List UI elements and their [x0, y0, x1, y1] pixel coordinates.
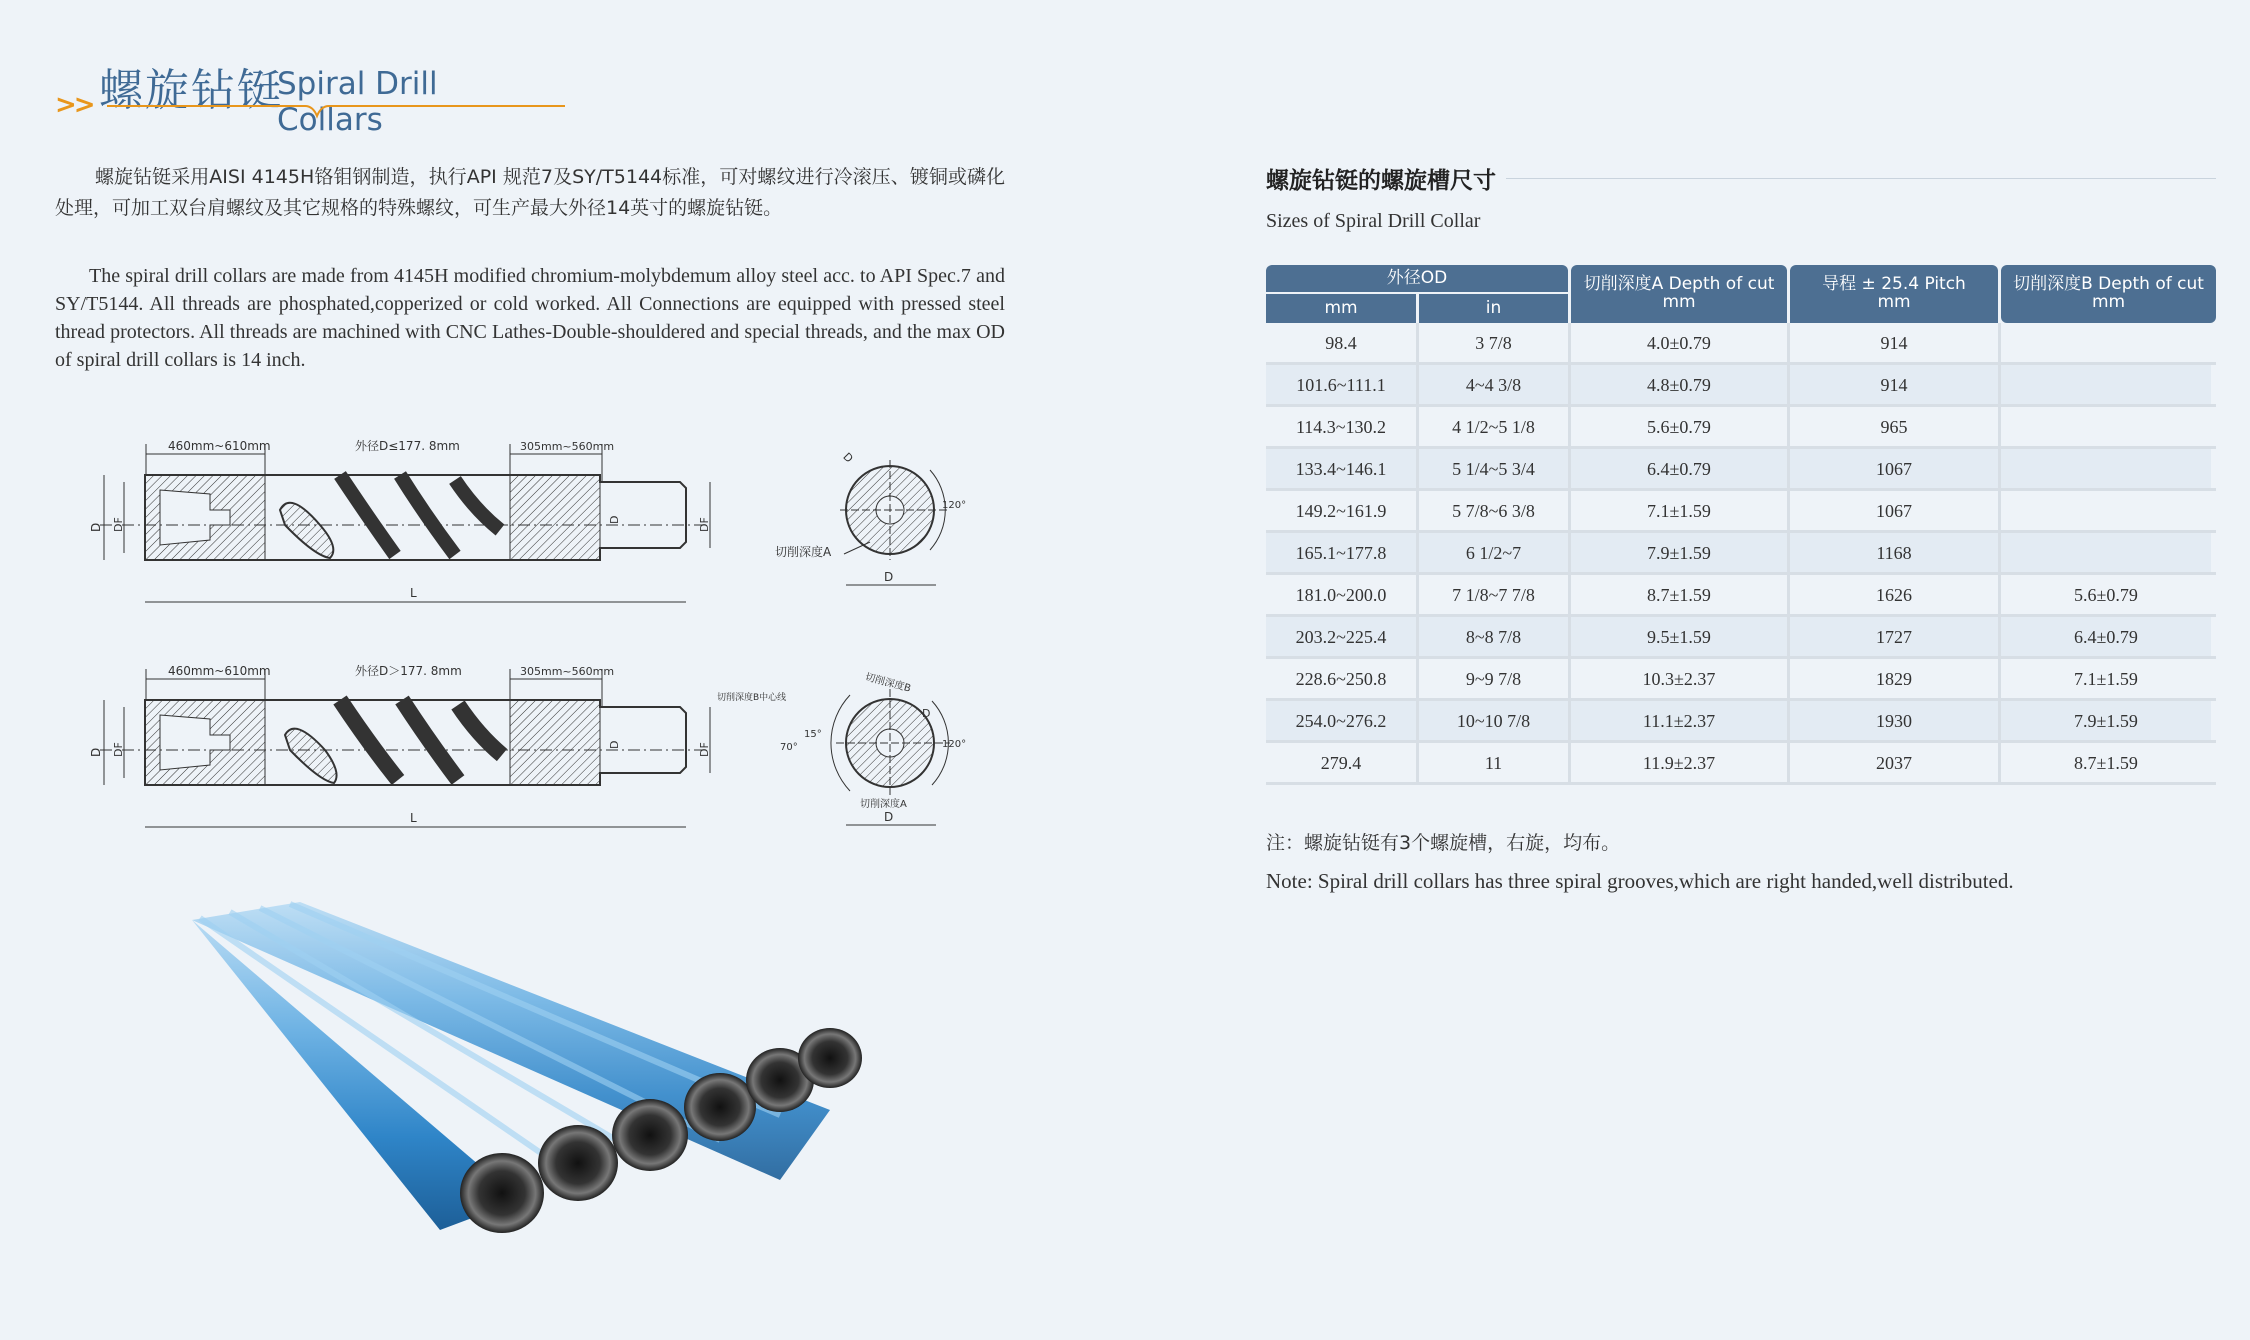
- header-cut-b: [2001, 265, 2216, 323]
- intro-paragraph-cn: 螺旋钻铤采用AISI 4145H铬钼钢制造，执行API 规范7及SY/T5144标准，可对螺纹进行冷滚压、镀铜或磷化处理，可加工双台肩螺纹及其它规格的特殊螺纹，可生产最大外径14英寸的螺旋钻铤。: [55, 166, 1005, 219]
- table-cell: 203.2~225.4: [1266, 617, 1419, 656]
- title-divider: [1506, 178, 2216, 179]
- label-df: DF: [112, 742, 125, 757]
- header-pitch: [1790, 265, 1998, 323]
- table-row: [1266, 659, 2216, 701]
- table-cell: 4 1/2~5 1/8: [1419, 407, 1571, 446]
- table-row: [1266, 449, 2216, 491]
- note-cn: 注：螺旋钻铤有3个螺旋槽，右旋，均布。: [1266, 832, 1621, 854]
- header-in: in: [1419, 294, 1568, 323]
- table-cell: 101.6~111.1: [1266, 365, 1419, 404]
- header-cut-b-label: 切削深度B Depth of cut: [2013, 274, 2204, 294]
- table-cell: 914: [1790, 365, 2001, 404]
- page-header: [55, 50, 525, 138]
- header-od: 外径OD: [1266, 265, 1568, 292]
- table-row: [1266, 407, 2216, 449]
- label-d-section: D: [840, 450, 856, 466]
- table-cell: 1727: [1790, 617, 2001, 656]
- table-cell: 1626: [1790, 575, 2001, 614]
- table-cell: [2001, 533, 2211, 572]
- spiral-groove-size-table: [1266, 265, 2216, 785]
- title-underline: [95, 92, 565, 122]
- table-cell: 7.1±1.59: [2001, 659, 2211, 698]
- header-pitch-label: 导程 ± 25.4 Pitch: [1822, 274, 1966, 294]
- label-cut-depth-a: 切削深度A: [860, 799, 907, 810]
- table-cell: 1168: [1790, 533, 2001, 572]
- table-row: [1266, 533, 2216, 575]
- table-title-en: Sizes of Spiral Drill Collar: [1266, 210, 1481, 232]
- header-cut-b-unit: mm: [2091, 292, 2126, 312]
- table-cell: 8~8 7/8: [1419, 617, 1571, 656]
- table-row: [1266, 743, 2216, 785]
- table-cell: [2001, 449, 2211, 488]
- label-d-bore: D: [608, 515, 621, 524]
- label-df-right: DF: [698, 742, 711, 757]
- table-cell: 165.1~177.8: [1266, 533, 1419, 572]
- dim-outer-diameter: 外径D≤177. 8mm: [355, 439, 460, 453]
- table-cell: 11.9±2.37: [1571, 743, 1790, 782]
- angle-70: 70°: [780, 742, 798, 753]
- page-title-cn: 螺旋钻铤: [99, 65, 283, 116]
- table-cell: 3 7/8: [1419, 323, 1571, 362]
- table-cell: 228.6~250.8: [1266, 659, 1419, 698]
- label-d: D: [89, 522, 103, 532]
- table-cell: 8.7±1.59: [1571, 575, 1790, 614]
- table-cell: 2037: [1790, 743, 2001, 782]
- header-pitch-unit: mm: [1877, 292, 1911, 312]
- table-cell: 149.2~161.9: [1266, 491, 1419, 530]
- angle-15: 15°: [804, 729, 822, 740]
- table-cell: 965: [1790, 407, 2001, 446]
- table-cell: 6.4±0.79: [2001, 617, 2211, 656]
- drill-collars-photo: [180, 890, 900, 1250]
- header-cut-a-unit: mm: [1662, 292, 1696, 312]
- dim-length-left: 460mm~610mm: [168, 664, 271, 678]
- table-cell: 133.4~146.1: [1266, 449, 1419, 488]
- label-length: L: [410, 811, 417, 825]
- table-cell: 5.6±0.79: [1571, 407, 1790, 446]
- technical-drawing-small-od: [80, 430, 980, 620]
- label-cut-b-center: 切削深度B中心线: [717, 693, 787, 703]
- label-df-right: DF: [698, 517, 711, 532]
- table-cell: 5 1/4~5 3/4: [1419, 449, 1571, 488]
- note-en: Note: Spiral drill collars has three spiral grooves,which are right handed,well distributed.: [1266, 869, 2014, 893]
- header-cut-a: [1571, 265, 1787, 323]
- table-cell: 9~9 7/8: [1419, 659, 1571, 698]
- table-cell: 254.0~276.2: [1266, 701, 1419, 740]
- table-cell: [2001, 491, 2211, 530]
- table-cell: [2001, 407, 2211, 446]
- dim-length-right: 305mm~560mm: [520, 440, 615, 453]
- label-d-bottom: D: [884, 810, 894, 824]
- table-body: [1266, 323, 2216, 785]
- label-d: D: [89, 747, 103, 757]
- table-header: [1266, 265, 2216, 323]
- table-row: [1266, 617, 2216, 659]
- table-cell: 5.6±0.79: [2001, 575, 2211, 614]
- table-row: [1266, 701, 2216, 743]
- label-d-bottom: D: [884, 570, 894, 584]
- table-cell: 8.7±1.59: [2001, 743, 2211, 782]
- table-row: [1266, 323, 2216, 365]
- technical-drawing-large-od: [80, 655, 980, 845]
- angle-120: 120°: [942, 739, 967, 750]
- table-cell: 9.5±1.59: [1571, 617, 1790, 656]
- label-cut-depth-b: 切削深度B: [863, 671, 913, 695]
- table-cell: 6 1/2~7: [1419, 533, 1571, 572]
- table-cell: 1829: [1790, 659, 2001, 698]
- dim-length-right: 305mm~560mm: [520, 665, 615, 678]
- table-cell: 1067: [1790, 491, 2001, 530]
- table-cell: 1930: [1790, 701, 2001, 740]
- table-title-cn: 螺旋钻铤的螺旋槽尺寸: [1266, 168, 1496, 194]
- table-cell: [2001, 365, 2211, 404]
- label-length: L: [410, 586, 417, 600]
- header-cut-a-label: 切削深度A Depth of cut: [1583, 274, 1775, 294]
- table-cell: 6.4±0.79: [1571, 449, 1790, 488]
- label-d-bore: D: [608, 740, 621, 749]
- table-cell: 10~10 7/8: [1419, 701, 1571, 740]
- angle-120: 120°: [942, 500, 967, 511]
- table-row: [1266, 365, 2216, 407]
- table-cell: [2001, 323, 2211, 362]
- header-mm: mm: [1266, 294, 1416, 323]
- table-cell: 7 1/8~7 7/8: [1419, 575, 1571, 614]
- table-row: [1266, 575, 2216, 617]
- table-cell: 11.1±2.37: [1571, 701, 1790, 740]
- table-cell: 4.0±0.79: [1571, 323, 1790, 362]
- table-cell: 114.3~130.2: [1266, 407, 1419, 446]
- dim-outer-diameter: 外径D＞177. 8mm: [355, 664, 462, 678]
- table-cell: 7.9±1.59: [1571, 533, 1790, 572]
- double-arrow-icon: >>: [55, 90, 93, 120]
- page-title-en: Spiral Drill Collars: [277, 66, 438, 138]
- table-cell: 98.4: [1266, 323, 1419, 362]
- table-cell: 11: [1419, 743, 1571, 782]
- table-cell: 4.8±0.79: [1571, 365, 1790, 404]
- label-d-section: D: [922, 707, 931, 720]
- table-cell: 5 7/8~6 3/8: [1419, 491, 1571, 530]
- intro-paragraph-en: The spiral drill collars are made from 4145H modified chromium-molybdemum alloy steel acc. to API Spec.7 and SY/T5144. All threads are phosphated,copperized or cold worked. All Connections are equipped with pressed steel thread protectors. All threads are machined with CNC Lathes-Double-shouldered and special threads, and the max OD of spiral drill collars is 14 inch.: [55, 265, 1005, 371]
- table-cell: 1067: [1790, 449, 2001, 488]
- table-cell: 279.4: [1266, 743, 1419, 782]
- label-cut-depth-a: 切削深度A: [775, 545, 832, 559]
- label-df: DF: [112, 517, 125, 532]
- table-cell: 4~4 3/8: [1419, 365, 1571, 404]
- table-cell: 914: [1790, 323, 2001, 362]
- table-cell: 7.9±1.59: [2001, 701, 2211, 740]
- table-row: [1266, 491, 2216, 533]
- table-cell: 10.3±2.37: [1571, 659, 1790, 698]
- table-cell: 181.0~200.0: [1266, 575, 1419, 614]
- table-cell: 7.1±1.59: [1571, 491, 1790, 530]
- dim-length-left: 460mm~610mm: [168, 439, 271, 453]
